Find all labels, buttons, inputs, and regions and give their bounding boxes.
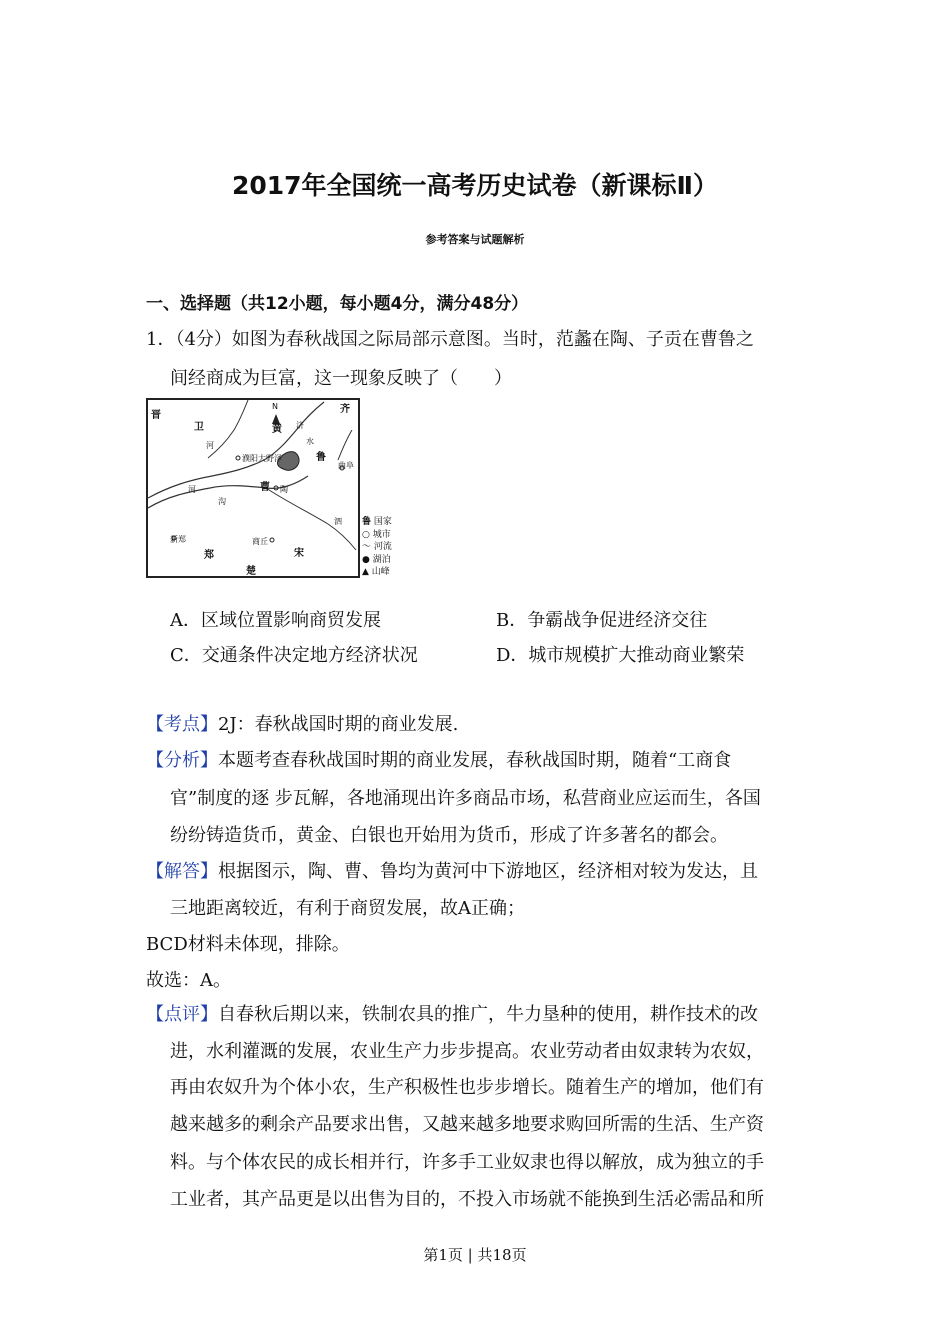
map-drawing: [148, 400, 358, 576]
legend-item-country: 鲁 国家: [362, 517, 392, 527]
kaodian-line: [146, 710, 458, 736]
map-label-si: 泗: [334, 517, 342, 526]
river-east: [266, 488, 356, 550]
map-figure: [146, 398, 360, 578]
legend-item-river: ～ 河流: [362, 542, 392, 552]
jieda-line-3: BCD材料未体现，排除。: [146, 934, 350, 955]
section-heading: 一、选择题（共12小题，每小题4分，满分48分）: [146, 294, 529, 314]
option-a: A．区域位置影响商贸发展: [170, 610, 381, 631]
map-label-he-west: 河: [188, 485, 196, 494]
yellow-river-upper-bank: [148, 402, 324, 498]
dianping-line-1: [146, 1000, 758, 1026]
map-label-wei: 卫: [194, 422, 204, 433]
dianping-line-5: 料。与个体农民的成长相并行，许多手工业奴隶也得以解放，成为独立的手: [170, 1152, 764, 1173]
legend-item-city: ○ 城市: [362, 529, 391, 540]
map-label-shui: 水: [306, 437, 314, 446]
map-legend: [362, 516, 392, 579]
shangqiu-city-dot: [270, 538, 274, 542]
map-label-chu: 楚: [246, 566, 256, 577]
answer-line: 故选：A。: [146, 970, 231, 991]
map-label-he-north: 河: [206, 441, 214, 450]
kaodian-tag: 【考点】: [146, 714, 218, 735]
map-label-cao: 曹: [260, 482, 270, 493]
map-label-tao: 陶: [280, 485, 288, 494]
dianping-text-1: 自春秋后期以来，铁制农具的推广，牛力垦种的使用，耕作技术的改: [218, 1004, 758, 1025]
page-subtitle: 参考答案与试题解析: [425, 233, 525, 246]
option-c: C．交通条件决定地方经济状况: [170, 645, 418, 666]
map-label-qi: 齐: [340, 404, 350, 415]
fenxi-line-3: 纷纷铸造货币，黄金、白银也开始用为货币，形成了许多著名的都会。: [170, 825, 728, 846]
fenxi-line-1: [146, 746, 731, 772]
map-label-shangqiu: 商丘: [252, 537, 268, 546]
river-si: [338, 430, 352, 460]
page-footer: 第1页 | 共18页: [423, 1246, 527, 1264]
fenxi-text-1: 本题考查春秋战国时期的商业发展，春秋战国时期，随着“工商食: [218, 750, 732, 771]
fenxi-tag: 【分析】: [146, 750, 218, 771]
question-stem-line-1: 1．（4分）如图为春秋战国之际局部示意图。当时，范蠡在陶、子贡在曹鲁之: [146, 329, 754, 350]
map-label-jin: 晋: [151, 410, 161, 421]
map-label-dayeze: 大野泽: [258, 454, 282, 463]
legend-label-river: 河流: [373, 542, 392, 552]
page-title: 2017年全国统一高考历史试卷（新课标Ⅱ）: [231, 171, 719, 200]
dianping-line-3: 再由农奴升为个体小农，生产积极性也步步增长。随着生产的增加，他们有: [170, 1077, 764, 1098]
legend-item-lake: ● 湖泊: [362, 554, 391, 565]
dianping-line-6: 工业者，其产品更是以出售为目的，不投入市场就不能换到生活必需品和所: [170, 1189, 764, 1210]
legend-item-mountain: ▲ 山峰: [362, 567, 390, 577]
map-label-gou: 沟: [218, 497, 226, 506]
option-d: D．城市规模扩大推动商业繁荣: [496, 645, 745, 666]
map-label-huang: 黄: [272, 424, 282, 435]
fenxi-line-2: 官”制度的逐 步瓦解，各地涌现出许多商品市场，私营商业应运而生，各国: [170, 788, 761, 809]
map-label-xinzheng: 新郑: [170, 535, 186, 544]
map-label-qufu: 曲阜: [338, 461, 354, 470]
dianping-line-4: 越来越多的剩余产品要求出售，又越来越多地要求购回所需的生活、生产资: [170, 1114, 764, 1135]
map-label-song: 宋: [294, 548, 304, 559]
jieda-line-2: 三地距离较近，有利于商贸发展，故A正确；: [170, 898, 525, 919]
legend-label-city: 城市: [372, 529, 391, 540]
jieda-text-1: 根据图示，陶、曹、鲁均为黄河中下游地区，经济相对较为发达，且: [218, 861, 758, 882]
legend-label-lake: 湖泊: [372, 554, 391, 565]
option-b: B．争霸战争促进经济交往: [496, 610, 708, 631]
dianping-tag: 【点评】: [146, 1004, 218, 1025]
legend-label-mountain: 山峰: [371, 567, 390, 577]
map-label-zheng: 郑: [204, 550, 214, 561]
map-label-ji: 济: [296, 421, 304, 430]
river-north: [208, 400, 248, 458]
dianping-line-2: 进，水利灌溉的发展，农业生产力步步提高。农业劳动者由奴隶转为农奴，: [170, 1041, 764, 1062]
jieda-line-1: [146, 857, 758, 883]
map-label-puyang: 濮阳: [242, 454, 258, 463]
kaodian-text: 2J：春秋战国时期的商业发展.: [218, 714, 459, 735]
puyang-city-dot: [236, 456, 240, 460]
legend-label-country: 国家: [373, 517, 392, 527]
map-label-n: N: [272, 402, 278, 411]
map-label-lu: 鲁: [316, 452, 326, 463]
jieda-tag: 【解答】: [146, 861, 218, 882]
question-stem-line-2: 间经商成为巨富，这一现象反映了（ ）: [170, 368, 512, 389]
